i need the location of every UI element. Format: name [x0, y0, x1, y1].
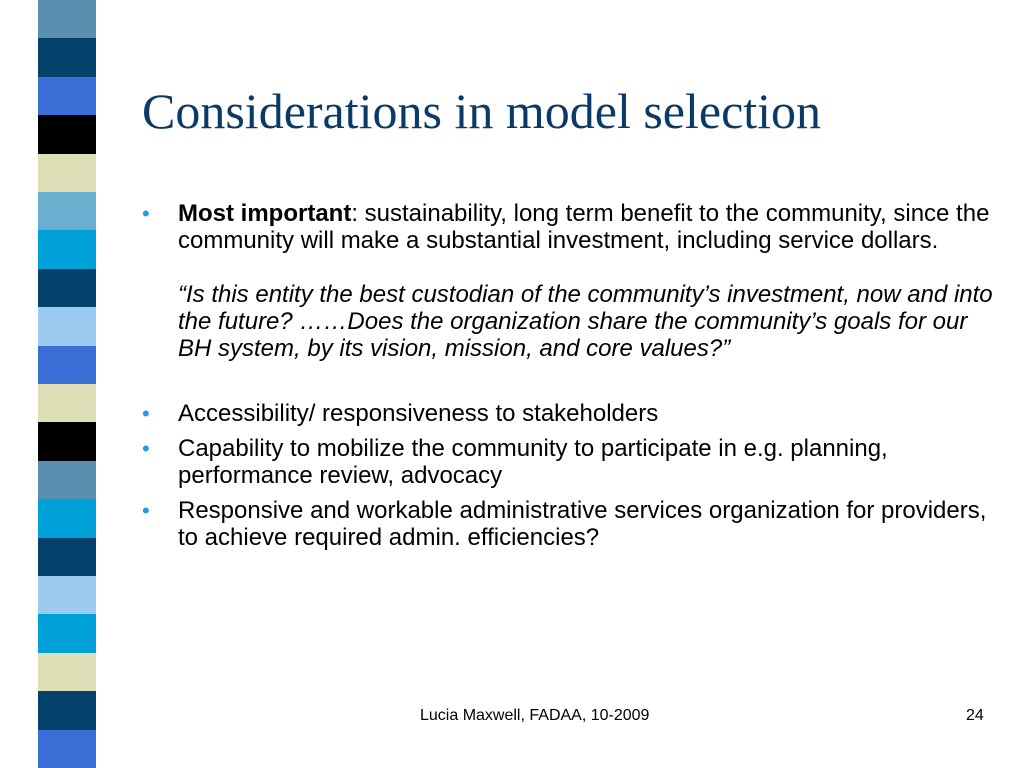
bullet-text: : sustainability, long term benefit to the community, since the community will make a substantial investment, including service dollars. — [178, 200, 990, 254]
decorative-stripe — [38, 269, 96, 308]
slide-footer: Lucia Maxwell, FADAA, 10-2009 — [420, 707, 650, 724]
decorative-stripe — [38, 154, 96, 193]
bullet-dot-icon: • — [142, 498, 150, 523]
decorative-stripe — [38, 422, 96, 461]
decorative-stripe — [38, 614, 96, 653]
bullet-responsive — [142, 497, 1002, 551]
decorative-stripe — [38, 461, 96, 500]
slide-title: Considerations in model selection — [142, 83, 822, 139]
slide-content — [142, 200, 1002, 551]
decorative-stripe — [38, 653, 96, 692]
bullet-text: Responsive and workable administrative services organization for providers, to achieve required admin. efficiencies? — [178, 497, 987, 551]
decorative-stripe — [38, 38, 96, 77]
decorative-stripe — [38, 115, 96, 154]
decorative-stripe — [38, 230, 96, 269]
decorative-stripe — [38, 346, 96, 385]
decorative-stripe-bar — [0, 0, 118, 768]
bullet-dot-icon: • — [142, 201, 150, 226]
decorative-stripe — [38, 499, 96, 538]
decorative-stripe — [38, 384, 96, 423]
decorative-stripe — [38, 77, 96, 116]
bullet-text: Accessibility/ responsiveness to stakeholders — [178, 400, 659, 427]
bullet-quote: “Is this entity the best custodian of the community’s investment, now and into the future? ……Does the organization share the community’s goals for our BH system, by its vision, mission, and core values?” — [178, 281, 993, 362]
bullet-text: Capability to mobilize the community to participate in e.g. planning, performance review, advocacy — [178, 435, 888, 489]
bullet-dot-icon: • — [142, 401, 150, 426]
decorative-stripe — [38, 691, 96, 730]
decorative-stripe — [38, 576, 96, 615]
decorative-stripe — [38, 192, 96, 231]
bullet-bold-lead: Most important — [178, 200, 352, 227]
page-number: 24 — [966, 707, 984, 724]
decorative-stripe — [38, 730, 96, 768]
decorative-stripe — [38, 538, 96, 577]
decorative-stripe — [38, 307, 96, 346]
bullet-dot-icon: • — [142, 436, 150, 461]
decorative-stripe — [38, 0, 96, 39]
bullet-most-important — [142, 200, 1002, 362]
bullet-capability — [142, 435, 1002, 489]
bullet-accessibility — [142, 400, 1002, 427]
